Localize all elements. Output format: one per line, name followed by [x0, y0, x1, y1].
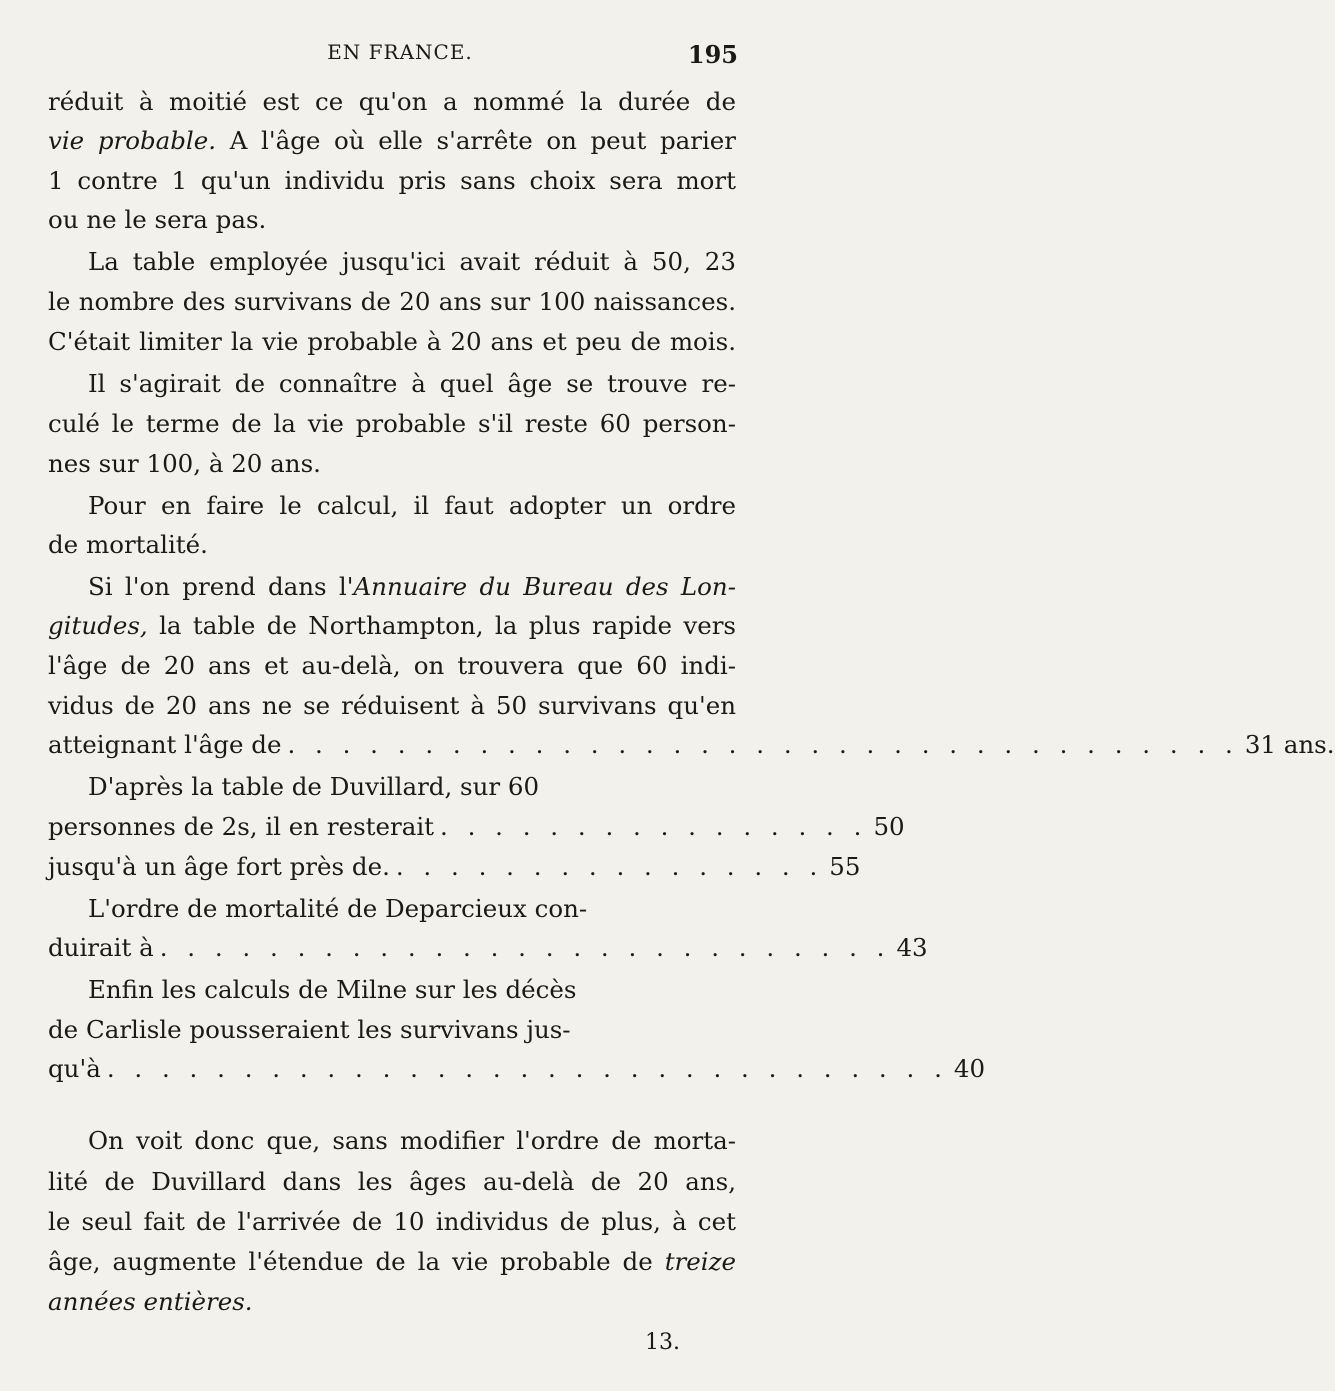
table-line-value: 43	[896, 933, 928, 962]
table-line-label: personnes de 2s, il en resterait	[48, 812, 434, 841]
table-line-value: 40	[953, 1054, 986, 1083]
italic-term: treize	[664, 1247, 736, 1276]
text-line	[48, 1287, 736, 1316]
dot-leader: . . . . . . . . . . . . . . . .	[395, 852, 824, 881]
text-span: Si l'on prend dans l'	[88, 572, 354, 601]
text-line: Enfin les calculs de Milne sur les décès	[88, 975, 577, 1004]
text-line: culé le terme de la vie probable s'il reste 60 person-	[48, 409, 736, 438]
table-line	[48, 812, 905, 841]
text-line	[48, 611, 736, 640]
text-line	[48, 126, 736, 155]
text-line: de mortalité.	[48, 530, 208, 559]
text-line: Il s'agirait de connaître à quel âge se trouve re-	[88, 369, 736, 398]
text-line: le nombre des survivans de 20 ans sur 100 naissances.	[48, 287, 736, 316]
text-line: La table employée jusqu'ici avait réduit à 50, 23	[88, 247, 736, 276]
text-span: A l'âge où elle s'arrête on peut parier	[216, 126, 736, 155]
table-line-label: atteignant l'âge de	[48, 730, 282, 759]
text-line	[48, 1247, 736, 1276]
text-line: nes sur 100, à 20 ans.	[48, 449, 321, 478]
italic-term: gitudes,	[48, 611, 148, 640]
italic-term: vie probable.	[48, 126, 217, 155]
text-line: D'après la table de Duvillard, sur 60	[88, 772, 540, 801]
italic-term: Annuaire du Bureau des Lon-	[353, 572, 736, 601]
dot-leader: . . . . . . . . . . . . . . . . . . . . . . . . . . . . . . . . . . .	[287, 730, 1239, 759]
text-span: la table de Northampton, la plus rapide vers	[147, 611, 736, 640]
table-line	[48, 730, 1335, 759]
text-span: âge, augmente l'étendue de la vie probable de	[48, 1247, 665, 1276]
dot-leader: . . . . . . . . . . . . . . . .	[440, 812, 868, 841]
text-line: réduit à moitié est ce qu'on a nommé la durée de	[48, 87, 736, 116]
table-line-value: 31 ans.	[1244, 730, 1335, 759]
table-line	[48, 852, 861, 881]
text-line: de Carlisle pousseraient les survivans jus-	[48, 1015, 571, 1044]
running-header: EN FRANCE.	[327, 40, 473, 64]
text-line: l'âge de 20 ans et au-delà, on trouvera que 60 indi-	[48, 651, 736, 680]
text-line: le seul fait de l'arrivée de 10 individus de plus, à cet	[48, 1207, 736, 1236]
table-line-value: 55	[829, 852, 861, 881]
table-line-label: qu'à	[48, 1054, 101, 1083]
text-line: Pour en faire le calcul, il faut adopter un ordre	[88, 491, 736, 520]
text-line: lité de Duvillard dans les âges au-delà de 20 ans,	[48, 1167, 736, 1196]
italic-term: années entières.	[48, 1287, 253, 1316]
table-line-label: jusqu'à un âge fort près de.	[48, 852, 390, 881]
dot-leader: . . . . . . . . . . . . . . . . . . . . . . . . . . .	[159, 933, 891, 962]
text-line: vidus de 20 ans ne se réduisent à 50 survivans qu'en	[48, 691, 736, 720]
table-line-value: 50	[873, 812, 905, 841]
dot-leader: . . . . . . . . . . . . . . . . . . . . . . . . . . . . . . .	[106, 1054, 948, 1083]
page-number: 195	[687, 40, 738, 69]
table-line	[48, 1054, 986, 1083]
text-line: L'ordre de mortalité de Deparcieux con-	[88, 894, 588, 923]
text-line	[88, 572, 736, 601]
signature-mark: 13.	[645, 1330, 680, 1355]
text-line: ou ne le sera pas.	[48, 205, 267, 234]
table-line	[48, 933, 928, 962]
text-line: 1 contre 1 qu'un individu pris sans choix sera mort	[48, 166, 736, 195]
text-line: C'était limiter la vie probable à 20 ans et peu de mois.	[48, 327, 736, 356]
text-line: On voit donc que, sans modifier l'ordre de morta-	[88, 1126, 736, 1155]
table-line-label: duirait à	[48, 933, 154, 962]
